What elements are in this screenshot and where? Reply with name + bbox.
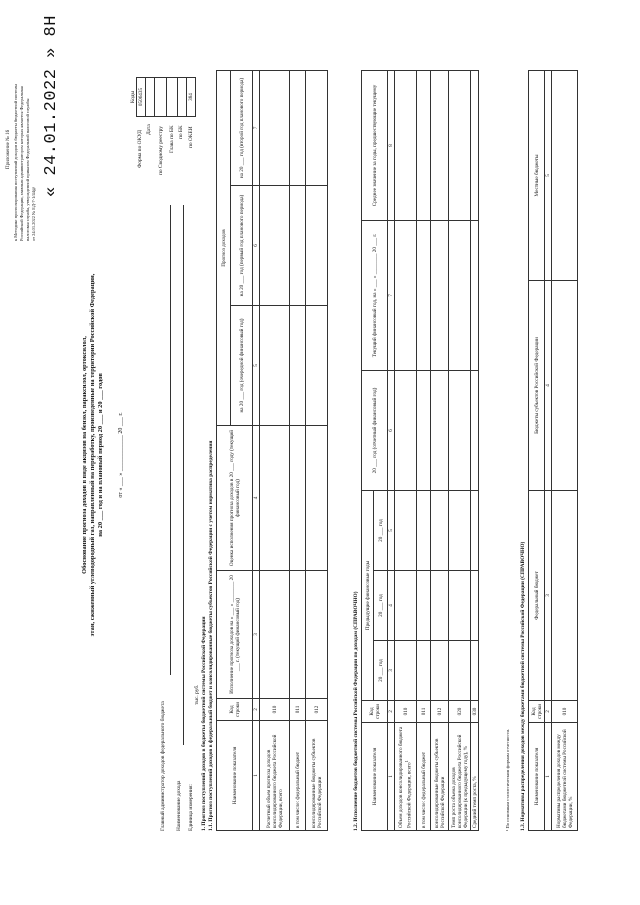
registry-code	[155, 78, 167, 117]
table-row	[260, 70, 290, 830]
cell[interactable]	[260, 306, 290, 426]
col-num: 7	[253, 70, 260, 185]
col-f3-header: на 20 ___ год (второй год планового периода)	[231, 70, 253, 185]
cell[interactable]	[306, 426, 328, 571]
col-num: 3	[253, 571, 260, 699]
cell[interactable]	[471, 641, 479, 701]
appendix-line: Российской Федерации, главным администратором которых является Федеральная	[19, 86, 24, 241]
cell[interactable]	[260, 186, 290, 306]
row-name: в том числе: федеральный бюджет	[417, 723, 431, 831]
cell[interactable]	[395, 491, 417, 571]
cell[interactable]	[306, 571, 328, 699]
col-name-header: Наименование показателя	[529, 723, 545, 831]
col-name-header: Наименование показателя	[217, 721, 253, 831]
cell[interactable]	[471, 491, 479, 571]
col-reporting-header: 20 ___ год (отчетный финансовый год)	[362, 371, 388, 491]
table-row	[449, 71, 471, 831]
row-code: 030	[471, 701, 479, 723]
glava-code	[167, 78, 178, 117]
col-avg-header: Среднее значение за годы, предшествующие текущему	[362, 71, 388, 221]
admin-underline	[170, 205, 171, 675]
cell[interactable]	[552, 71, 578, 281]
col-current-header: Текущий финансовый год, на « ___ » ________ 20 ___ г.	[362, 221, 388, 371]
cell[interactable]	[417, 371, 431, 491]
cell[interactable]	[471, 71, 479, 221]
cell[interactable]	[395, 571, 417, 641]
footnote-mark: 1	[404, 760, 410, 763]
col-name-header: Наименование показателя	[362, 723, 388, 831]
col-regional-header: Бюджеты субъектов Российской Федерации	[529, 281, 545, 491]
cell[interactable]	[290, 306, 306, 426]
cell[interactable]	[290, 186, 306, 306]
cell[interactable]	[395, 71, 417, 221]
cell[interactable]	[471, 571, 479, 641]
column-number-row	[388, 71, 395, 831]
col-federal-header: Федеральный бюджет	[529, 491, 545, 701]
cell[interactable]	[260, 571, 290, 699]
col-num: 1	[388, 723, 395, 831]
unit-value: тыс. руб.	[194, 684, 200, 705]
cell[interactable]	[306, 70, 328, 185]
cell[interactable]	[290, 426, 306, 571]
col-code-header: Код строки	[362, 701, 388, 723]
appendix-title: Приложение № 16	[6, 129, 11, 169]
table-row	[552, 71, 578, 831]
row-name: Нормативы распределения доходов между бюджетами бюджетной системы Российской Федерации, %	[552, 723, 578, 831]
col-prev-header: Предыдущие финансовые годы	[362, 491, 374, 701]
col-num: 3	[545, 491, 552, 701]
col-num: 5	[545, 71, 552, 281]
cell[interactable]	[290, 571, 306, 699]
cell[interactable]	[431, 221, 449, 371]
cell[interactable]	[395, 221, 417, 371]
registry-label: по Сводному реестру	[158, 126, 164, 175]
appendix-line: к Методике прогнозирования поступлений доходов в бюджеты бюджетной системы	[13, 83, 18, 241]
col-num: 3	[388, 641, 395, 701]
row-code: 020	[449, 701, 471, 723]
codes-title: Коды	[130, 90, 136, 104]
table-row	[431, 71, 449, 831]
cell[interactable]	[260, 70, 290, 185]
col-num: 2	[545, 701, 552, 723]
cell[interactable]	[431, 641, 449, 701]
table-1-3	[528, 70, 578, 831]
table-row	[417, 71, 431, 831]
col-num: 4	[253, 426, 260, 571]
section11-title: 1.1. Прогноз поступлений доходов в федеральный бюджет и консолидированные бюджеты субъектов Российской Федерации с учетом норматива распределения	[208, 440, 214, 831]
cell[interactable]	[417, 571, 431, 641]
income-label: Наименование дохода	[176, 780, 182, 831]
cell[interactable]	[417, 641, 431, 701]
table-1-1	[216, 70, 328, 831]
appendix-line: налоговая служба, утвержденной приказом Федеральной налоговой службы	[25, 98, 30, 241]
col-num: 6	[388, 371, 395, 491]
admin-label: Главный администратор доходов федерального бюджета	[160, 701, 166, 831]
cell[interactable]	[431, 491, 449, 571]
col-num: 2	[388, 701, 395, 723]
row-name: Средний темп роста, %	[471, 723, 479, 831]
cell[interactable]	[449, 641, 471, 701]
registration-stamp: « 24.01.2022 » 8Н	[42, 15, 61, 197]
row-code: 012	[306, 699, 328, 721]
appendix-line: от 24.01.2022 № ЕД-7-1/44@	[31, 187, 36, 241]
col-exec-header: Исполнение прогноза доходов на « ___ » ________ 20 ___ г. (текущий финансовый год)	[217, 571, 253, 699]
section13-title: 1.3. Нормативы распределения доходов между бюджетами бюджетной системы Российской Федерации (СПРАВОЧНО)	[520, 541, 526, 831]
col-f1-header: на 20 ___ год (очередной финансовый год)	[231, 306, 253, 426]
table-row	[471, 71, 479, 831]
col-f2-header: на 20 ___ год (первый год планового периода)	[231, 186, 253, 306]
table-1-2	[361, 70, 479, 831]
col-num: 4	[388, 571, 395, 641]
section1-title: 1. Прогноз поступлений доходов в бюджеты бюджетной системы Российской Федерации	[201, 616, 207, 831]
col-num: 7	[388, 221, 395, 371]
cell[interactable]	[290, 70, 306, 185]
cell[interactable]	[449, 491, 471, 571]
row-name: в том числе: федеральный бюджет	[290, 721, 306, 831]
cell[interactable]	[417, 221, 431, 371]
section12-title: 1.2. Исполнение бюджетов бюджетной системы Российской Федерации по доходам (СПРАВОЧНО)	[353, 591, 359, 831]
cell[interactable]	[306, 306, 328, 426]
col-num: 5	[388, 491, 395, 571]
row-code: 010	[552, 701, 578, 723]
income-underline	[183, 205, 184, 745]
cell[interactable]	[449, 371, 471, 491]
cell[interactable]	[431, 571, 449, 641]
col-p1-header: 20 ___ год	[374, 641, 388, 701]
row-code: 011	[290, 699, 306, 721]
bk-label: по БК	[178, 125, 184, 139]
col-local-header: Местные бюджеты	[529, 71, 545, 281]
codes-table	[136, 77, 196, 117]
row-name	[395, 723, 417, 831]
cell[interactable]	[260, 426, 290, 571]
cell[interactable]	[431, 71, 449, 221]
form-title-line-3: на 20 ___ год и на плановый период 20 ___ и 20 ___ годов	[97, 373, 104, 537]
cell[interactable]	[449, 571, 471, 641]
okud-label: Форма по ОКУД	[137, 130, 143, 168]
cell[interactable]	[552, 281, 578, 491]
unit-label: Единица измерения:	[188, 784, 194, 831]
cell[interactable]	[431, 371, 449, 491]
row-name: Темп роста объема доходов консолидированного бюджета Российской Федерации (к предыдущему году), %	[449, 723, 471, 831]
col-num: 5	[253, 306, 260, 426]
okud-code: 0506435	[137, 78, 146, 117]
date-code	[146, 78, 155, 117]
col-num: 2	[253, 699, 260, 721]
table-row	[306, 70, 328, 830]
cell[interactable]	[449, 221, 471, 371]
table-row	[395, 71, 417, 831]
cell[interactable]	[417, 491, 431, 571]
cell[interactable]	[471, 371, 479, 491]
row-name-text: Объем доходов консолидированного бюджета Российской Федерации, всего	[398, 726, 413, 828]
col-num: 1	[253, 721, 260, 831]
section12-footnote: ¹ По основным статистическим формам отчетности.	[505, 728, 510, 831]
row-code: 012	[431, 701, 449, 723]
column-number-row	[545, 71, 552, 831]
col-num: 8	[388, 71, 395, 221]
okei-code: 384	[187, 78, 196, 117]
row-code: 011	[417, 701, 431, 723]
form-title-line-1: Обоснование прогноза доходов в виде акцизов на бензол, параксилол, ортоксилол,	[81, 336, 88, 574]
row-code: 010	[260, 699, 290, 721]
row-name: консолидированные бюджеты субъектов Российской Федерации	[431, 723, 449, 831]
col-p2-header: 20 ___ год	[374, 571, 388, 641]
row-code: 010	[395, 701, 417, 723]
col-forecast-header: Прогноз доходов	[217, 70, 231, 425]
row-name: Расчетный объем прогноза доходов консолидированного бюджета Российской Федерации, всего	[260, 721, 290, 831]
cell[interactable]	[449, 71, 471, 221]
cell[interactable]	[552, 491, 578, 701]
col-num: 4	[545, 281, 552, 491]
table-row	[290, 70, 306, 830]
date-label: Дата	[146, 124, 152, 135]
row-name: консолидированные бюджеты субъектов Российской Федерации	[306, 721, 328, 831]
col-estimate-header: Оценка исполнения прогноза доходов в 20 ___ году (текущий финансовый год)	[217, 426, 253, 571]
cell[interactable]	[306, 186, 328, 306]
col-code-header: Код строки	[217, 699, 253, 721]
glava-label: Глава по БК	[169, 125, 175, 153]
cell[interactable]	[417, 71, 431, 221]
col-num: 6	[253, 186, 260, 306]
column-number-row	[253, 70, 260, 830]
col-code-header: Код строки	[529, 701, 545, 723]
okei-label: по ОКЕИ	[188, 126, 194, 148]
cell[interactable]	[395, 371, 417, 491]
cell[interactable]	[395, 641, 417, 701]
col-num: 1	[545, 723, 552, 831]
form-title-line-2: этан, сжиженный углеводородный газ, направленный на переработку, произведенные на территории Российской Федерации,	[89, 273, 96, 637]
form-date-line: от « ___ » ____________ 20 ___ г.	[118, 412, 124, 498]
col-p3-header: 20 ___ год	[374, 491, 388, 571]
cell[interactable]	[471, 221, 479, 371]
bk-code	[178, 78, 187, 117]
